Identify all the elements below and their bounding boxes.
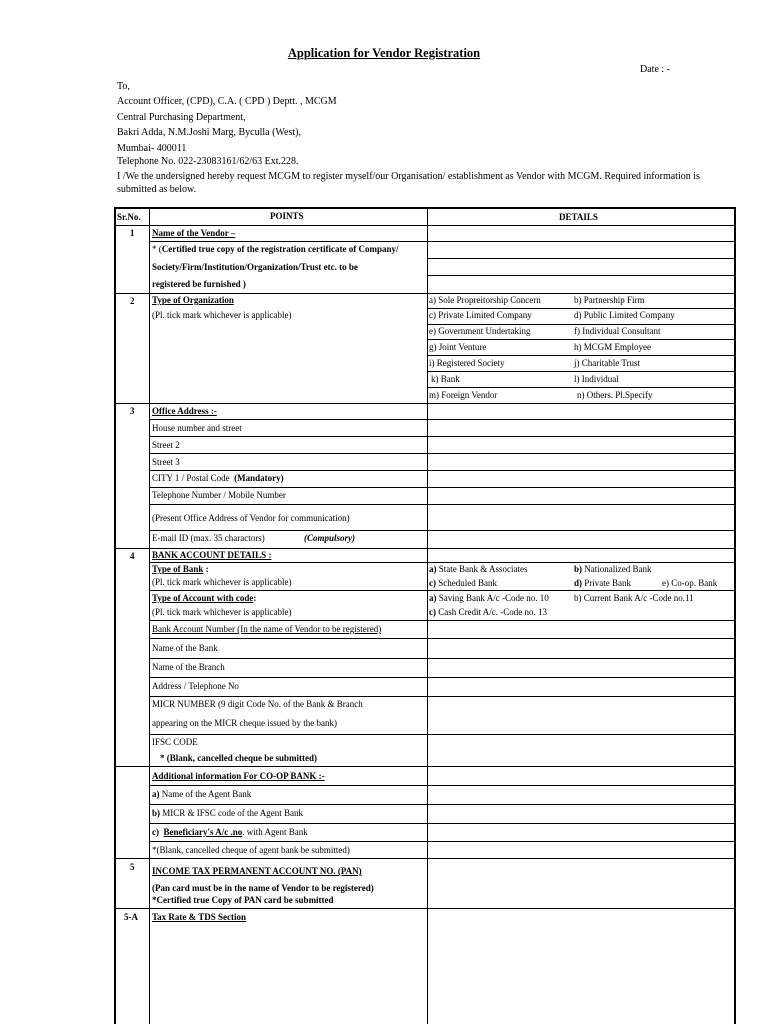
s5a-tax-rate-label: Tax Rate & TDS Section	[152, 912, 247, 922]
s4-account-option-b: b) Current Bank A/c -Code no.11	[574, 593, 694, 603]
header-srno: Sr.No.	[117, 212, 141, 222]
section-4-divider	[114, 858, 736, 859]
s4-bank-option-b	[574, 564, 652, 575]
s5-number: 5	[130, 862, 135, 872]
address-line-2: Central Purchasing Department,	[117, 112, 246, 123]
s4-account-option-c	[429, 607, 547, 618]
s3-row-line	[149, 504, 736, 505]
registration-form-table	[114, 207, 736, 1024]
s2-row-line	[427, 355, 736, 356]
s1-certificate-note-line-1	[152, 244, 399, 255]
s4-account-option-a-letter: a)	[429, 593, 437, 603]
s4-coop-option-b	[152, 808, 303, 819]
s4-row-line	[149, 823, 736, 824]
s5-pan-note-2: *Certified true Copy of PAN card be submitted	[152, 895, 334, 905]
s4-type-of-bank	[152, 564, 209, 575]
s4-coop-label: Additional information For CO-OP BANK :-	[152, 771, 325, 781]
table-border-top	[114, 207, 736, 209]
s1-certificate-note-line-3: registered be furnished )	[152, 279, 246, 289]
address-line-4: Mumbai- 400011	[117, 143, 187, 154]
address-to: To,	[117, 81, 130, 92]
s4-row-line	[149, 841, 736, 842]
s1-vendor-name-label: Name of the Vendor –	[152, 228, 236, 238]
s1-number: 1	[130, 228, 135, 238]
s2-option-m: m) Foreign Vendor	[429, 390, 498, 400]
s4-row-line	[149, 785, 736, 786]
s4-bank-option-d	[574, 578, 631, 589]
s4-account-number: Bank Account Number (In the name of Vendor to be registered)	[152, 624, 382, 634]
s4-row-line	[149, 696, 736, 697]
s3-office-address-label: Office Address :-	[152, 406, 217, 416]
s4-micr-line-1: MICR NUMBER (9 digit Code No. of the Bank & Branch	[152, 699, 363, 709]
s2-row-line	[427, 371, 736, 372]
s4-branch-name: Name of the Branch	[152, 662, 225, 672]
section-1-divider	[114, 293, 736, 294]
s2-organization-type-label: Type of Organization	[152, 295, 234, 305]
s4-coop-option-a	[152, 789, 251, 800]
s4-ifsc-note: * (Blank, cancelled cheque be submitted)	[160, 753, 318, 763]
ifsc-divider	[114, 766, 736, 767]
s2-row-line	[427, 387, 736, 388]
s4-beneficiary-account: Beneficiary's A/c .no	[163, 827, 243, 837]
s4-bank-details-label: BANK ACCOUNT DETAILS :	[152, 550, 272, 560]
s4-row-line	[149, 677, 736, 678]
section-5-divider	[114, 908, 736, 909]
s4-coop-note: *(Blank, cancelled cheque of agent bank be submitted)	[152, 845, 350, 855]
s4-tick-note-1: (Pl. tick mark whichever is applicable)	[152, 577, 292, 587]
s4-ifsc-code: IFSC CODE	[152, 737, 198, 747]
s2-tick-note: (Pl. tick mark whichever is applicable)	[152, 310, 292, 320]
s4-row-line	[149, 638, 736, 639]
address-line-1: Account Officer, (CPD), C.A. ( CPD ) Deptt. , MCGM	[117, 96, 337, 107]
s3-street-3: Street 3	[152, 457, 180, 467]
s3-present-address-note: (Present Office Address of Vendor for communication)	[152, 513, 350, 523]
s3-street-2: Street 2	[152, 440, 180, 450]
s2-row-line	[427, 324, 736, 325]
s3-city-text: CITY 1 / Postal Code	[152, 473, 230, 483]
s4-coop-option-b-letter: b)	[152, 808, 161, 818]
s4-bank-option-c-text: Scheduled Bank	[436, 578, 497, 588]
table-border-right	[734, 207, 736, 1024]
s4-type-of-bank-colon: :	[203, 564, 209, 574]
s4-bank-option-c-letter: c)	[429, 578, 436, 588]
s3-compulsory-label: (Compulsory)	[304, 533, 356, 543]
s3-city-postal-code	[152, 473, 284, 484]
s4-bank-option-e: e) Co-op. Bank	[662, 578, 718, 588]
s4-bank-option-c	[429, 578, 497, 589]
header-details: DETAILS	[559, 212, 598, 222]
s2-option-d: d) Public Limited Company	[574, 310, 675, 320]
s4-bank-option-a-letter: a)	[429, 564, 437, 574]
s3-telephone-mobile: Telephone Number / Mobile Number	[152, 490, 286, 500]
section-3-divider	[114, 548, 736, 549]
s2-option-l: l) Individual	[574, 374, 619, 384]
s3-row-line	[149, 470, 736, 471]
s2-option-e: e) Government Undertaking	[429, 326, 531, 336]
s3-mandatory-label: (Mandatory)	[234, 473, 284, 483]
s2-row-line	[427, 339, 736, 340]
s4-row-line	[149, 734, 736, 735]
s2-option-c: c) Private Limited Company	[429, 310, 532, 320]
s3-email: E-mail ID (max. 35 charactors)	[152, 533, 265, 543]
s2-option-j: j) Charitable Trust	[574, 358, 641, 368]
address-telephone: Telephone No. 022-23083161/62/63 Ext.228.	[117, 156, 299, 167]
s4-bank-option-b-text: Nationalized Bank	[582, 564, 652, 574]
s4-account-option-a-text: Saving Bank A/c -Code no. 10	[436, 593, 549, 603]
s4-bank-option-a	[429, 564, 528, 575]
s1-row-line	[427, 258, 736, 259]
s5-pan-note-1: (Pan card must be in the name of Vendor to be registered)	[152, 883, 374, 893]
header-points: POINTS	[270, 211, 304, 221]
s4-row-line	[149, 804, 736, 805]
s3-row-line	[149, 453, 736, 454]
request-text: I /We the undersigned hereby request MCGM to register myself/our Organisation/ establishment as Vendor with MCGM. Required information is submitted as below.	[117, 171, 700, 195]
s3-row-line	[149, 436, 736, 437]
s4-micr-line-2: appearing on the MICR cheque issued by the bank)	[152, 718, 337, 728]
s2-option-f: f) Individual Consultant	[574, 326, 661, 336]
s4-number: 4	[130, 551, 135, 561]
s3-row-line	[149, 419, 736, 420]
s5a-number: 5-A	[124, 912, 138, 922]
s4-type-of-account	[152, 593, 256, 604]
section-2-divider	[114, 403, 736, 404]
s4-row-line	[149, 658, 736, 659]
s1-certificate-star: * (	[152, 244, 162, 254]
s4-row-line	[149, 590, 736, 591]
s2-row-line	[427, 308, 736, 309]
s4-row-line	[149, 562, 736, 563]
s4-coop-option-c-text: . with Agent Bank	[242, 827, 308, 837]
s1-row-line	[149, 241, 736, 242]
s4-account-option-c-text: Cash Credit A/c. -Code no. 13	[436, 607, 547, 617]
s2-option-k: k) Bank	[431, 374, 460, 384]
s1-certificate-text: Certified true copy of the registration certificate of Company/	[161, 244, 399, 254]
column-divider-srno	[149, 207, 150, 1024]
header-row-divider	[114, 225, 736, 226]
s4-bank-option-d-letter: d)	[574, 578, 583, 588]
s2-number: 2	[130, 296, 135, 306]
s4-address-telephone: Address / Telephone No	[152, 681, 239, 691]
s4-coop-option-a-text: Name of the Agent Bank	[159, 789, 252, 799]
s4-coop-option-a-letter: a)	[152, 789, 160, 799]
s5-pan-label: INCOME TAX PERMANENT ACCOUNT NO. (PAN)	[152, 866, 362, 876]
column-divider-points	[427, 207, 428, 1024]
s4-type-of-account-colon: :	[253, 593, 257, 603]
s2-option-b: b) Partnership Firm	[574, 295, 645, 305]
s4-coop-option-b-text: MICR & IFSC code of the Agent Bank	[160, 808, 304, 818]
s4-bank-option-d-text: Private Bank	[582, 578, 632, 588]
s1-certificate-note-line-2: Society/Firm/Institution/Organization/Trust etc. to be	[152, 262, 358, 272]
s4-bank-option-a-text: State Bank & Associates	[436, 564, 528, 574]
s2-option-n: n) Others. Pl.Specify	[577, 390, 653, 400]
table-border-left	[114, 207, 116, 1024]
s4-tick-note-2: (Pl. tick mark whichever is applicable)	[152, 607, 292, 617]
s2-option-i: i) Registered Society	[429, 358, 505, 368]
s3-row-line	[149, 487, 736, 488]
page-title: Application for Vendor Registration	[287, 46, 481, 60]
s4-bank-name: Name of the Bank	[152, 643, 218, 653]
s1-row-line	[427, 275, 736, 276]
s3-number: 3	[130, 406, 135, 416]
address-line-3: Bakri Adda, N.M.Joshi Marg, Byculla (West),	[117, 127, 301, 138]
date-label: Date : -	[640, 64, 670, 75]
s4-type-of-account-text: Type of Account with code	[152, 593, 254, 603]
s2-option-h: h) MCGM Employee	[574, 342, 651, 352]
s4-account-option-a	[429, 593, 549, 604]
s4-row-line	[149, 620, 736, 621]
s4-account-option-c-letter: c)	[429, 607, 436, 617]
s3-house-number: House number and street	[152, 423, 242, 433]
s4-coop-option-c	[152, 827, 308, 838]
s4-type-of-bank-text: Type of Bank	[152, 564, 204, 574]
s3-row-line	[149, 530, 736, 531]
s2-option-a: a) Sole Propreitorship Concern	[429, 295, 541, 305]
s4-coop-option-c-letter: c)	[152, 827, 159, 837]
s4-bank-option-b-letter: b)	[574, 564, 583, 574]
s2-option-g: g) Joint Venture	[429, 342, 487, 352]
